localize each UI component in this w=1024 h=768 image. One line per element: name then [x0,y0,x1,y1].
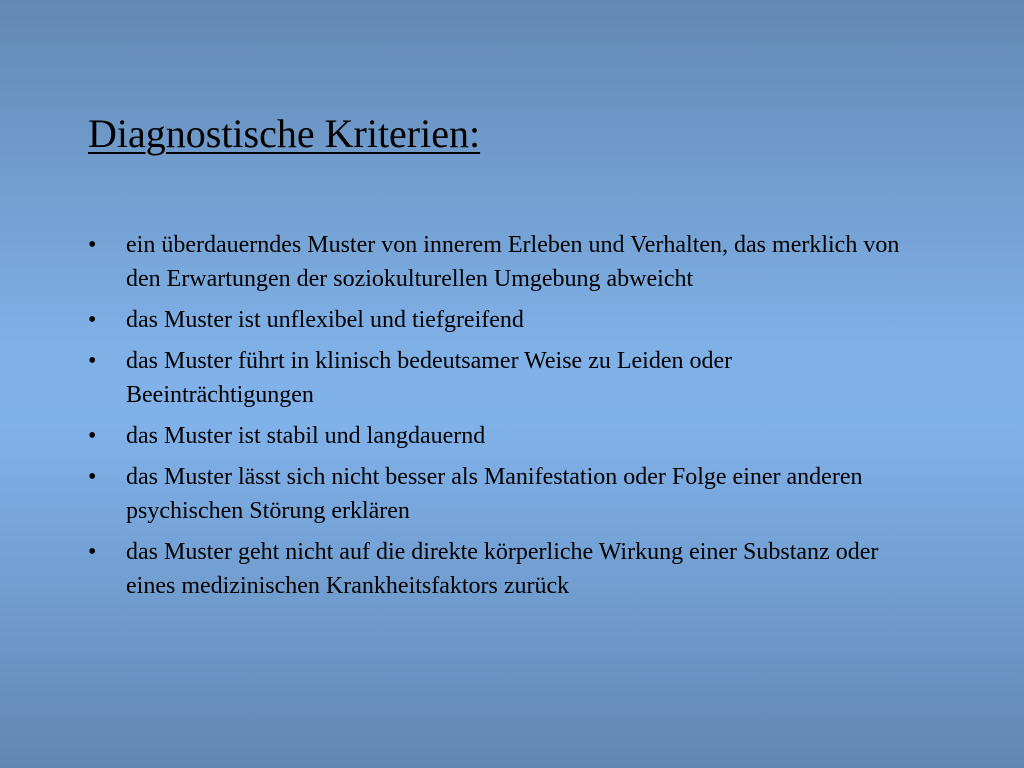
bullet-icon: • [88,348,97,374]
criteria-item [88,419,918,453]
criteria-text: das Muster geht nicht auf die direkte körperliche Wirkung einer Substanz oder eines medizinischen Krankheitsfaktors zurück [126,539,879,599]
criteria-item [88,303,918,337]
criteria-item [88,344,918,412]
criteria-text: das Muster lässt sich nicht besser als Manifestation oder Folge einer anderen psychischen Störung erklären [126,464,863,524]
bullet-icon: • [88,464,97,490]
slide-title: Diagnostische Kriterien: [88,111,481,156]
bullet-icon: • [88,232,97,258]
criteria-item [88,460,918,528]
criteria-item [88,535,918,603]
criteria-text: das Muster ist unflexibel und tiefgreifend [126,307,524,333]
bullet-icon: • [88,423,97,449]
criteria-list [88,228,918,610]
bullet-icon: • [88,307,97,333]
bullet-icon: • [88,539,97,565]
criteria-text: das Muster ist stabil und langdauernd [126,423,486,449]
criteria-text: das Muster führt in klinisch bedeutsamer Weise zu Leiden oder Beeinträchtigungen [126,348,733,408]
criteria-item [88,228,918,296]
criteria-text: ein überdauerndes Muster von innerem Erleben und Verhalten, das merklich von den Erwartungen der soziokulturellen Umgebung abweicht [126,232,900,292]
